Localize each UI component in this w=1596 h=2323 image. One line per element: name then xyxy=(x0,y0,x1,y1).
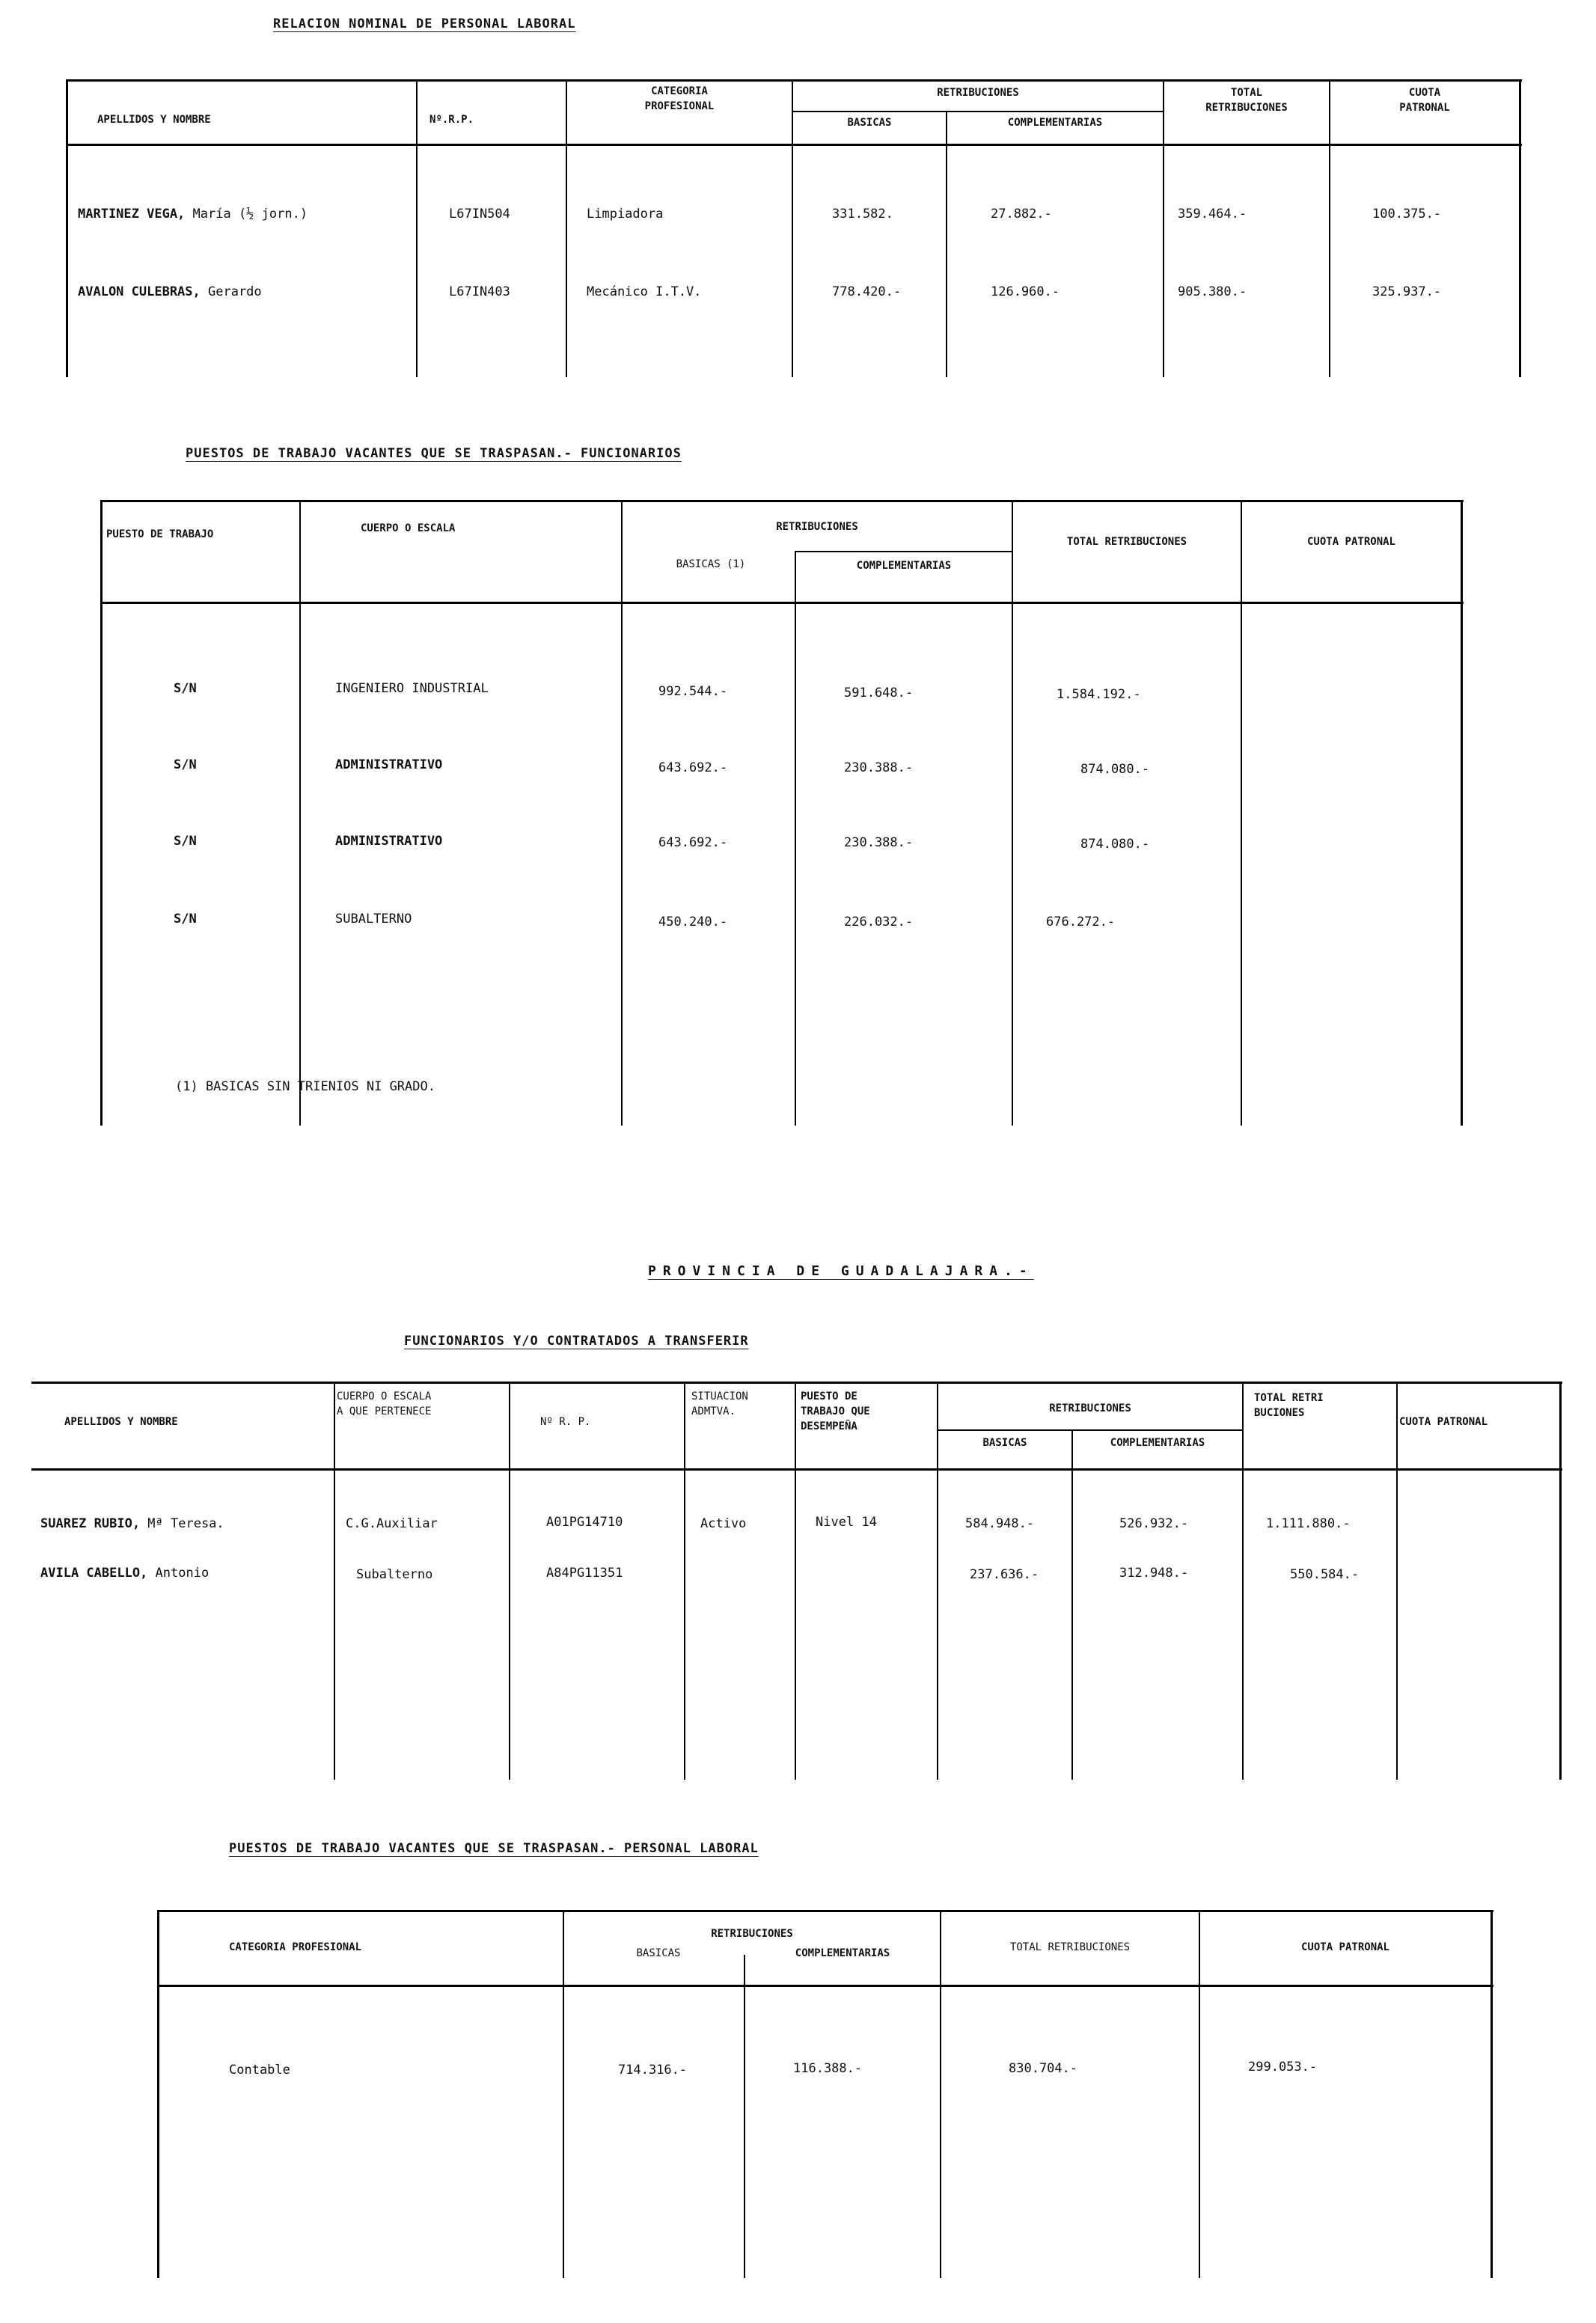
row-2-complementarias: 312.948.- xyxy=(1119,1566,1189,1581)
row-3-puesto: S/N xyxy=(174,834,197,849)
header-total: TOTAL RETRI BUCIONES xyxy=(1254,1392,1324,1419)
row-1-cuota: 100.375.- xyxy=(1372,207,1442,222)
header-complementarias: COMPLEMENTARIAS xyxy=(1110,1437,1205,1449)
row-3-complementarias: 230.388.- xyxy=(844,835,914,850)
header-cuota: CUOTA PATRONAL xyxy=(1300,1941,1389,1953)
header-total: TOTAL RETRIBUCIONES xyxy=(1066,536,1187,548)
header-categoria: CATEGORIA PROFESIONAL xyxy=(229,1941,362,1953)
header-nrp: Nº.R.P. xyxy=(429,114,474,126)
row-1-nombre: SUAREZ RUBIO, Mª Teresa. xyxy=(40,1516,224,1531)
row-1-basicas: 331.582. xyxy=(832,207,893,222)
section-title-vacantes-funcionarios: PUESTOS DE TRABAJO VACANTES QUE SE TRASPASAN.- FUNCIONARIOS xyxy=(186,446,682,461)
header-basicas: BASICAS xyxy=(847,117,892,129)
row-1-puesto: Nivel 14 xyxy=(816,1515,877,1530)
row-1-total: 830.704.- xyxy=(1009,2061,1078,2076)
row-3-basicas: 643.692.- xyxy=(658,835,728,850)
row-1-total: 1.111.880.- xyxy=(1266,1516,1351,1531)
row-2-categoria: Mecánico I.T.V. xyxy=(587,284,702,299)
header-basicas: BASICAS (1) xyxy=(676,558,746,570)
row-1-cuota: 299.053.- xyxy=(1248,2060,1318,2075)
row-1-basicas: 714.316.- xyxy=(618,2063,688,2078)
row-1-cuerpo: C.G.Auxiliar xyxy=(346,1516,438,1531)
row-2-total: 550.584.- xyxy=(1290,1567,1360,1582)
header-cuota: CUOTA PATRONAL xyxy=(1399,1416,1488,1428)
row-1-nrp: L67IN504 xyxy=(449,207,510,222)
row-1-complementarias: 27.882.- xyxy=(991,207,1052,222)
row-1-total: 1.584.192.- xyxy=(1057,687,1141,702)
row-2-cuerpo: ADMINISTRATIVO xyxy=(335,757,443,772)
row-2-basicas: 237.636.- xyxy=(970,1567,1039,1582)
row-1-complementarias: 116.388.- xyxy=(793,2061,863,2076)
row-4-cuerpo: SUBALTERNO xyxy=(335,912,412,927)
row-1-basicas: 584.948.- xyxy=(965,1516,1035,1531)
row-2-cuota: 325.937.- xyxy=(1372,284,1442,299)
header-apellidos: APELLIDOS Y NOMBRE xyxy=(64,1416,178,1428)
section-title-vacantes-laboral: PUESTOS DE TRABAJO VACANTES QUE SE TRASPASAN.- PERSONAL LABORAL xyxy=(229,1841,759,1856)
header-retribuciones: RETRIBUCIONES xyxy=(1049,1402,1131,1414)
section-title-personal-laboral: RELACION NOMINAL DE PERSONAL LABORAL xyxy=(273,16,576,31)
row-2-nombre: AVILA CABELLO, Antonio xyxy=(40,1566,210,1581)
header-cuota: CUOTA PATRONAL xyxy=(1399,87,1450,114)
footnote: (1) BASICAS SIN TRIENIOS NI GRADO. xyxy=(175,1079,435,1094)
header-total: TOTAL RETRIBUCIONES xyxy=(1205,87,1288,114)
row-2-nombre: AVALON CULEBRAS, Gerardo xyxy=(78,284,262,299)
header-cuerpo: CUERPO O ESCALA A QUE PERTENECE xyxy=(337,1391,432,1417)
header-puesto: PUESTO DE TRABAJO xyxy=(106,528,214,540)
header-situacion: SITUACION ADMTVA. xyxy=(691,1391,748,1417)
header-puesto: PUESTO DE TRABAJO QUE DESEMPEÑA xyxy=(801,1391,870,1432)
row-2-complementarias: 126.960.- xyxy=(991,284,1060,299)
row-1-categoria: Contable xyxy=(229,2063,290,2078)
row-2-nrp: L67IN403 xyxy=(449,284,510,299)
header-basicas: BASICAS xyxy=(636,1947,681,1959)
row-2-total: 874.080.- xyxy=(1080,762,1150,777)
row-1-complementarias: 591.648.- xyxy=(844,686,914,700)
row-2-complementarias: 230.388.- xyxy=(844,760,914,775)
header-complementarias: COMPLEMENTARIAS xyxy=(795,1947,890,1959)
row-2-basicas: 778.420.- xyxy=(832,284,902,299)
header-categoria: CATEGORIA PROFESIONAL xyxy=(644,85,715,112)
header-retribuciones: RETRIBUCIONES xyxy=(937,87,1019,99)
header-basicas: BASICAS xyxy=(982,1437,1027,1449)
row-1-categoria: Limpiadora xyxy=(587,207,664,222)
section-title-funcionarios-transferir: FUNCIONARIOS Y/O CONTRATADOS A TRANSFERIR xyxy=(404,1334,749,1349)
header-total: TOTAL RETRIBUCIONES xyxy=(1009,1941,1131,1953)
row-1-nrp: A01PG14710 xyxy=(546,1515,623,1530)
row-2-cuerpo: Subalterno xyxy=(356,1567,433,1582)
row-1-cuerpo: INGENIERO INDUSTRIAL xyxy=(335,681,489,696)
row-2-basicas: 643.692.- xyxy=(658,760,728,775)
row-1-complementarias: 526.932.- xyxy=(1119,1516,1189,1531)
row-2-puesto: S/N xyxy=(174,757,197,772)
row-1-total: 359.464.- xyxy=(1178,207,1247,222)
header-retribuciones: RETRIBUCIONES xyxy=(711,1928,793,1940)
header-cuerpo: CUERPO O ESCALA xyxy=(361,522,456,534)
header-cuota: CUOTA PATRONAL xyxy=(1306,536,1395,548)
row-4-basicas: 450.240.- xyxy=(658,915,728,929)
header-complementarias: COMPLEMENTARIAS xyxy=(1007,117,1103,129)
header-complementarias: COMPLEMENTARIAS xyxy=(856,560,952,572)
row-4-puesto: S/N xyxy=(174,912,197,927)
row-3-total: 874.080.- xyxy=(1080,837,1150,852)
row-4-complementarias: 226.032.- xyxy=(844,915,914,929)
row-1-puesto: S/N xyxy=(174,681,197,696)
header-apellidos: APELLIDOS Y NOMBRE xyxy=(97,114,211,126)
row-1-nombre: MARTINEZ VEGA, María (½ jorn.) xyxy=(78,207,308,222)
header-nrp: Nº R. P. xyxy=(540,1416,591,1428)
province-title: PROVINCIA DE GUADALAJARA.- xyxy=(648,1263,1034,1279)
header-retribuciones: RETRIBUCIONES xyxy=(776,521,858,533)
row-4-total: 676.272.- xyxy=(1046,915,1116,929)
row-1-basicas: 992.544.- xyxy=(658,684,728,699)
row-2-total: 905.380.- xyxy=(1178,284,1247,299)
row-1-situacion: Activo xyxy=(700,1516,747,1531)
row-2-nrp: A84PG11351 xyxy=(546,1566,623,1581)
row-3-cuerpo: ADMINISTRATIVO xyxy=(335,834,443,849)
